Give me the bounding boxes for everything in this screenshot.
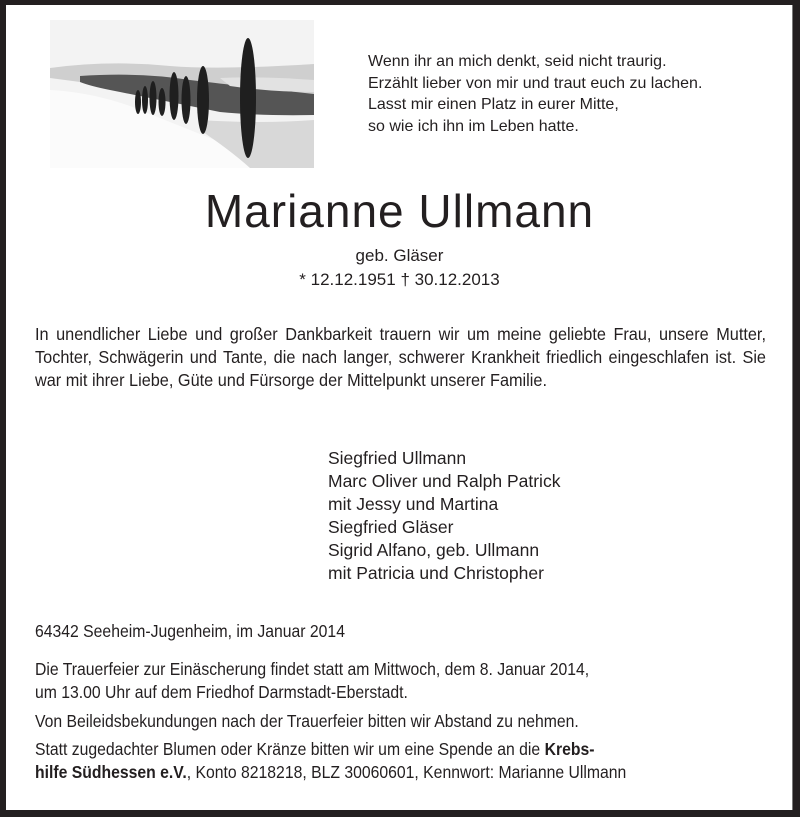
funeral-info (35, 658, 589, 704)
poem-line: Lasst mir einen Platz in eurer Mitte, (368, 96, 619, 113)
landscape-image-icon (50, 20, 314, 168)
mourner-name: Sigrid Alfano, geb. Ullmann (328, 540, 540, 560)
donation-info (35, 738, 626, 784)
funeral-line: Die Trauerfeier zur Einäscherung findet statt am Mittwoch, dem 8. Januar 2014, (35, 659, 590, 679)
donation-line-1 (35, 738, 626, 761)
poem-line: Erzählt lieber von mir und traut euch zu lachen. (368, 74, 703, 92)
mourner-name: Marc Oliver und Ralph Patrick (328, 471, 561, 491)
donation-line-2 (35, 761, 626, 784)
mourner-name: Siegfried Gläser (328, 517, 454, 537)
charity-name: Krebs- (544, 739, 595, 759)
bank-details: , Konto 8218218, BLZ 30060601, Kennwort: Marianne Ullmann (186, 762, 627, 782)
mourner-name: mit Patricia und Christopher (328, 563, 544, 583)
poem-verse (368, 51, 702, 137)
funeral-line: um 13.00 Uhr auf dem Friedhof Darmstadt-Eberstadt. (35, 682, 408, 702)
maiden-name: geb. Gläser (355, 246, 444, 265)
mourner-name: mit Jessy und Martina (328, 494, 499, 514)
mourner-name: Siegfried Ullmann (328, 448, 467, 468)
obituary-card (6, 5, 793, 810)
cypress-landscape-photo (50, 20, 314, 168)
intro-paragraph: In unendlicher Liebe und großer Dankbarkeit trauern wir um meine geliebte Frau, unsere Mutter, Tochter, Schwägerin und Tante, die nach langer, schwerer Krankheit friedlich eingeschlafen ist. Sie war mit ihrer Liebe, Güte und Fürsorge der Mittelpunkt unserer Familie. (35, 324, 766, 390)
poem-line: Wenn ihr an mich denkt, seid nicht traurig. (368, 53, 667, 70)
poem-line: so wie ich ihn im Leben hatte. (368, 117, 579, 135)
deceased-name: Marianne Ullmann (204, 185, 595, 237)
life-dates: * 12.12.1951 † 30.12.2013 (299, 270, 500, 289)
condolence-note (35, 710, 579, 733)
mourners-list (328, 447, 560, 585)
condolence-line: Von Beileidsbekundungen nach der Trauerfeier bitten wir Abstand zu nehmen. (35, 711, 579, 731)
place-date-line: 64342 Seeheim-Jugenheim, im Januar 2014 (35, 621, 345, 641)
charity-name: hilfe Südhessen e.V. (35, 762, 187, 782)
donation-text: Statt zugedachter Blumen oder Kränze bitten wir um eine Spende an die (35, 739, 545, 759)
